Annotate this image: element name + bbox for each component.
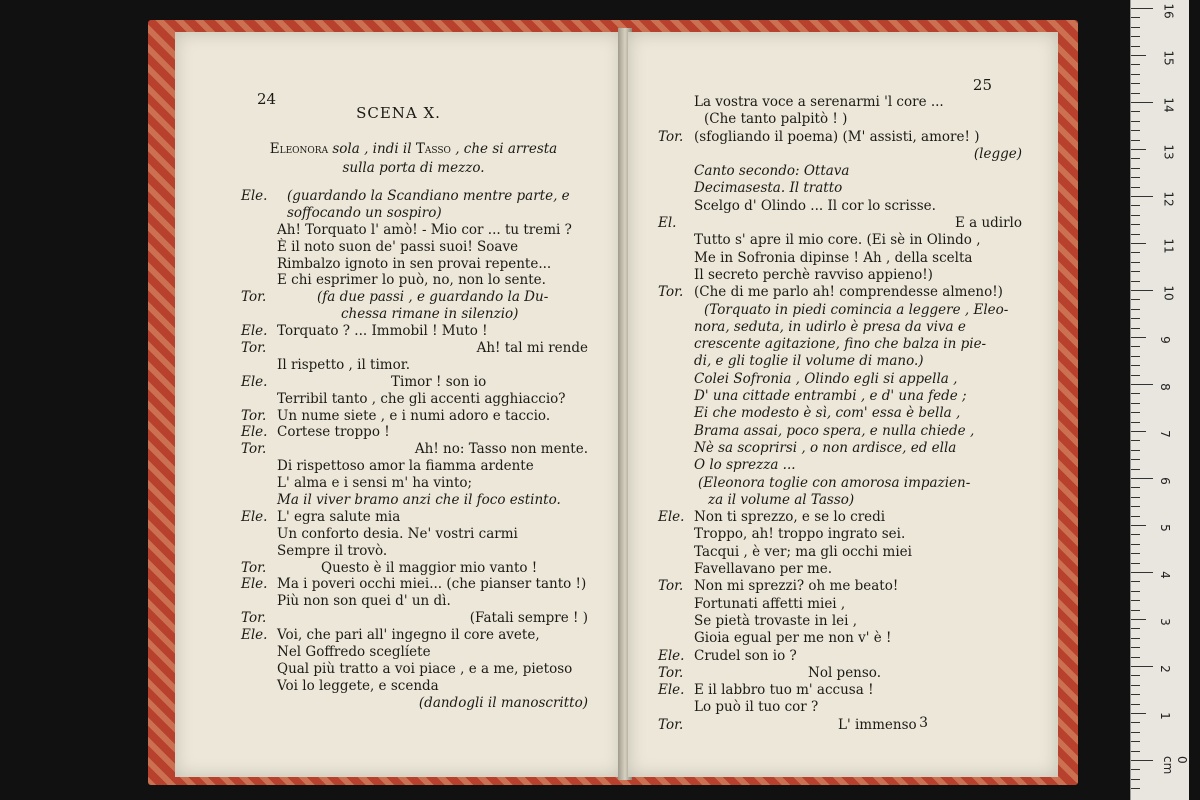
verse-text: (legge) (973, 145, 1022, 162)
speaker-label: Tor. (658, 578, 684, 595)
page-number: 25 (972, 76, 992, 94)
speaker-label: Ele. (241, 373, 268, 390)
ruler-number: 9 (1157, 336, 1172, 344)
ruler-tick (1131, 638, 1140, 639)
ruler-tick (1131, 281, 1140, 282)
verse-text: (fa due passi , e guardando la Du- (317, 289, 549, 306)
ruler-tick (1131, 760, 1153, 761)
ruler-tick (1131, 675, 1140, 676)
text-line (241, 340, 588, 357)
ruler-tick (1131, 243, 1146, 244)
ruler-tick (1131, 694, 1140, 695)
verse-text: Tacqui , è ver; ma gli occhi miei (694, 543, 912, 560)
verse-text: Nè sa scoprirsi , o non ardisce, ed ella (694, 439, 957, 456)
verse-text: L' alma e i sensi m' ha vinto; (277, 475, 473, 492)
verse-text: Non mi sprezzi? oh me beato! (694, 578, 899, 595)
verse-text: Ma i poveri occhi miei... (che pianser tanto !) (277, 576, 587, 593)
speaker-label: El. (658, 215, 677, 232)
verse-text: Brama assai, poco spera, e nulla chiede , (694, 422, 975, 439)
ruler-number: 1 (1157, 712, 1172, 720)
ruler-tick (1131, 46, 1140, 47)
left-page (175, 32, 622, 777)
ruler-tick (1131, 346, 1140, 347)
ruler-tick (1131, 187, 1140, 188)
verse-text: nora, seduta, in udirlo è presa da viva e (694, 318, 966, 335)
text-line (241, 272, 588, 289)
ruler-tick (1131, 450, 1140, 451)
ruler-tick (1131, 628, 1140, 629)
verse-text: Crudel son io ? (694, 647, 797, 664)
ruler-tick (1131, 375, 1140, 376)
text-line (241, 509, 588, 526)
text-line (658, 717, 1022, 734)
verse-text: La vostra voce a serenarmi 'l core ... (694, 94, 944, 110)
verse-text: Canto secondo: Ottava (694, 163, 850, 180)
ruler-tick (1131, 769, 1140, 770)
ruler-number: 4 (1157, 571, 1172, 579)
text-line (241, 543, 588, 560)
ruler-tick (1131, 177, 1140, 178)
text-line (241, 424, 588, 441)
ruler-tick (1131, 666, 1153, 667)
verse-text: Nol penso. (808, 664, 881, 681)
ruler-tick (1131, 309, 1140, 310)
text-line (658, 284, 1022, 301)
verse-text: D' una cittade entrambi , e d' una fede ; (694, 388, 967, 405)
text-line (658, 198, 1022, 215)
speaker-label: Tor. (658, 128, 684, 145)
verse-text: Me in Sofronia dipinse ! Ah , della scelta (694, 249, 973, 266)
ruler-tick (1131, 534, 1140, 535)
ruler-tick (1131, 36, 1140, 37)
ruler-tick (1131, 196, 1153, 197)
ruler-tick (1131, 487, 1140, 488)
verse-text: Rimbalzo ignoto in sen provai repente... (277, 255, 552, 272)
verse-text: Ma il viver bramo anzi che il foco estinto. (277, 492, 561, 509)
text-line (658, 371, 1022, 388)
speaker-label: Tor. (241, 441, 267, 458)
verse-text: O lo sprezza ... (694, 457, 796, 474)
speaker-label: Tor. (241, 289, 267, 306)
text-line (241, 289, 588, 306)
ruler-tick (1131, 271, 1140, 272)
verse-text: Il rispetto , il timor. (277, 356, 410, 373)
character-name: Tasso (415, 141, 451, 157)
ruler-number: 14 (1161, 97, 1176, 113)
ruler-tick (1131, 168, 1140, 169)
text-line (658, 180, 1022, 197)
verse-text: Favellavano per me. (694, 561, 833, 578)
ruler-tick (1131, 459, 1140, 460)
speaker-label: Ele. (241, 188, 268, 204)
text-line (241, 239, 588, 256)
verse-text: (Torquato in piedi comincia a leggere , Eleo- (704, 301, 1009, 318)
ruler-tick (1131, 506, 1140, 507)
text-line (658, 111, 1022, 128)
text-line (658, 596, 1022, 613)
verse-text: Lo può il tuo cor ? (694, 699, 819, 716)
ruler-tick (1131, 93, 1140, 94)
ruler-number: 7 (1157, 430, 1172, 438)
ruler-tick (1131, 685, 1140, 686)
ruler-tick (1131, 205, 1140, 206)
ruler-number: 15 (1161, 50, 1176, 66)
verse-text: (Che di me parlo ah! comprendesse almeno!) (694, 284, 1003, 301)
right-page (628, 32, 1058, 777)
text-line (241, 408, 588, 425)
page-number: 24 (257, 90, 277, 108)
ruler-tick (1131, 647, 1140, 648)
ruler-tick (1131, 563, 1140, 564)
text-line (241, 593, 588, 610)
ruler-tick (1131, 431, 1146, 432)
text-line (241, 188, 588, 205)
verse-text: (sfogliando il poema) (M' assisti, amore! ) (694, 128, 980, 145)
ruler-number: 13 (1161, 144, 1176, 160)
speaker-label: Tor. (241, 559, 267, 576)
ruler-tick (1131, 544, 1140, 545)
text-line (658, 457, 1022, 474)
ruler-number: 3 (1157, 618, 1172, 626)
text-block (658, 94, 1022, 734)
verse-text: E a udirlo (954, 215, 1022, 232)
ruler-tick (1131, 553, 1140, 554)
text-line (241, 475, 588, 492)
ruler-number: 5 (1157, 524, 1172, 532)
ruler-tick (1131, 74, 1140, 75)
speaker-label: Ele. (658, 647, 685, 664)
text-line (658, 682, 1022, 699)
ruler-tick (1131, 8, 1153, 9)
ruler-tick (1131, 572, 1153, 573)
ruler-number: 0 cm (1161, 756, 1189, 775)
text-line (658, 544, 1022, 561)
verse-text: Se pietà trovaste in lei , (694, 612, 858, 629)
verse-text: È il noto suon de' passi suoi! Soave (277, 238, 519, 255)
verse-text: (dandogli il manoscritto) (418, 694, 588, 711)
ruler-tick (1131, 299, 1140, 300)
ruler-tick (1131, 751, 1140, 752)
text-line (658, 163, 1022, 180)
ruler-tick (1131, 412, 1140, 413)
text-line (241, 256, 588, 273)
text-line (241, 458, 588, 475)
ruler-tick (1131, 337, 1146, 338)
ruler-tick (1131, 83, 1140, 84)
text-line (241, 205, 588, 222)
speaker-label: Ele. (658, 509, 685, 526)
verse-text: (Che tanto palpitò ! ) (704, 111, 848, 128)
verse-text: E chi esprimer lo può, no, non lo sente. (277, 272, 546, 289)
text-line (241, 374, 588, 391)
text-line (241, 357, 588, 374)
verse-text: (Fatali sempre ! ) (469, 610, 588, 627)
ruler-tick (1131, 149, 1146, 150)
ruler-tick (1131, 215, 1140, 216)
ruler-tick (1131, 722, 1140, 723)
verse-text: (Eleonora toglie con amorosa impazien- (698, 474, 971, 491)
text-line (241, 306, 588, 323)
text-line (241, 644, 588, 661)
ruler-tick (1131, 262, 1140, 263)
ruler-tick (1131, 591, 1140, 592)
ruler-number: 11 (1161, 238, 1176, 254)
text-line (658, 336, 1022, 353)
verse-text: Il secreto perchè ravviso appieno!) (694, 266, 933, 283)
text-line (658, 405, 1022, 422)
verse-text: Voi, che pari all' ingegno il core avete, (277, 627, 540, 644)
verse-text: (guardando la Scandiano mentre parte, e (287, 188, 570, 204)
measurement-ruler (1130, 0, 1189, 800)
text-line (241, 441, 588, 458)
verse-text: Colei Sofronia , Olindo egli si appella , (694, 370, 958, 387)
speaker-label: Tor. (658, 716, 684, 733)
text-block (241, 188, 588, 712)
text-line (658, 509, 1022, 526)
speaker-label: Ele. (241, 323, 268, 340)
ruler-tick (1131, 403, 1140, 404)
text-line (241, 661, 588, 678)
ruler-tick (1131, 497, 1140, 498)
verse-text: Questo è il maggior mio vanto ! (321, 559, 538, 576)
verse-text: za il volume al Tasso) (708, 491, 855, 508)
ruler-tick (1131, 704, 1140, 705)
text-line (658, 578, 1022, 595)
ruler-tick (1131, 290, 1153, 291)
verse-text: di, e gli toglie il volume di mano.) (694, 353, 924, 370)
scene-title: SCENA X. (356, 104, 441, 122)
stage-direction-heading: Eleonora sola , indi il Tasso , che si arresta sulla porta di mezzo. (269, 141, 558, 176)
ruler-tick (1131, 111, 1140, 112)
speaker-label: Ele. (241, 424, 268, 441)
ruler-tick (1131, 741, 1140, 742)
text-line (658, 492, 1022, 509)
ruler-tick (1131, 384, 1153, 385)
ruler-tick (1131, 234, 1140, 235)
ruler-number: 2 (1157, 665, 1172, 673)
ruler-tick (1131, 393, 1140, 394)
ruler-number: 10 (1161, 285, 1176, 301)
text-line (241, 323, 588, 340)
text-line (658, 319, 1022, 336)
text-line (658, 699, 1022, 716)
text-line (241, 576, 588, 593)
verse-text: Tutto s' apre il mio core. (Ei sè in Olindo , (694, 232, 981, 249)
ruler-tick (1131, 224, 1140, 225)
text-line (658, 630, 1022, 647)
ruler-tick (1131, 64, 1140, 65)
text-line (658, 613, 1022, 630)
ruler-tick (1131, 732, 1140, 733)
speaker-label: Ele. (241, 576, 268, 593)
ruler-tick (1131, 581, 1140, 582)
signature-mark: 3 (919, 715, 928, 731)
verse-text: L' egra salute mia (277, 508, 401, 525)
text-line (658, 129, 1022, 146)
verse-text: Di rispettoso amor la fiamma ardente (277, 458, 534, 475)
verse-text: Gioia egual per me non v' è ! (694, 630, 892, 647)
text-line (658, 526, 1022, 543)
text-line (658, 232, 1022, 249)
ruler-tick (1131, 102, 1153, 103)
text-line (658, 267, 1022, 284)
verse-text: Voi lo leggete, e scenda (277, 677, 439, 694)
ruler-tick (1131, 422, 1140, 423)
text-line (241, 610, 588, 627)
ruler-tick (1131, 440, 1140, 441)
ruler-tick (1131, 788, 1140, 789)
verse-text: Sempre il trovò. (277, 542, 388, 559)
verse-text: Più non son quei d' un dì. (277, 593, 451, 610)
text-line (241, 492, 588, 509)
text-line (658, 215, 1022, 232)
text-line (241, 678, 588, 695)
ruler-tick (1131, 657, 1140, 658)
verse-text: Un conforto desia. Ne' vostri carmi (277, 525, 518, 542)
text-line (241, 560, 588, 577)
ruler-tick (1131, 356, 1140, 357)
text-line (658, 250, 1022, 267)
speaker-label: Ele. (658, 682, 685, 699)
ruler-tick (1131, 140, 1140, 141)
speaker-label: Tor. (241, 340, 267, 357)
ruler-tick (1131, 318, 1140, 319)
ruler-tick (1131, 610, 1140, 611)
ruler-tick (1131, 779, 1140, 780)
ruler-tick (1131, 713, 1146, 714)
character-name: Eleonora (269, 141, 329, 157)
ruler-number: 16 (1161, 3, 1176, 19)
ruler-tick (1131, 469, 1140, 470)
speaker-label: Tor. (658, 284, 684, 301)
verse-text: Terribil tanto , che gli accenti agghiaccio? (277, 390, 566, 407)
ruler-tick (1131, 17, 1140, 18)
ruler-number: 6 (1157, 477, 1172, 485)
ruler-tick (1131, 130, 1140, 131)
verse-text: Fortunati affetti miei , (694, 595, 846, 612)
verse-text: L' immenso (838, 716, 917, 733)
text-line (658, 388, 1022, 405)
speaker-label: Ele. (241, 627, 268, 644)
speaker-label: Ele. (241, 508, 268, 525)
text-line (241, 695, 588, 712)
speaker-label: Tor. (241, 610, 267, 627)
ruler-tick (1131, 328, 1140, 329)
speaker-label: Tor. (658, 664, 684, 681)
text-line (658, 561, 1022, 578)
verse-text: crescente agitazione, fino che balza in pie- (694, 336, 987, 353)
verse-text: soffocando un sospiro) (287, 204, 442, 221)
text-line (658, 353, 1022, 370)
verse-text: Scelgo d' Olindo ... Il cor lo scrisse. (694, 197, 936, 214)
text-line (241, 526, 588, 543)
verse-text: Ah! no: Tasso non mente. (414, 441, 588, 458)
verse-text: Non ti sprezzo, e se lo credi (694, 509, 886, 526)
text-line (658, 423, 1022, 440)
text-line (658, 146, 1022, 163)
verse-text: Un nume siete , e i numi adoro e taccio. (277, 407, 551, 424)
text-line (658, 94, 1022, 111)
ruler-tick (1131, 600, 1140, 601)
text-line (658, 665, 1022, 682)
text-line (241, 222, 588, 239)
text-line (658, 475, 1022, 492)
verse-text: Decimasesta. Il tratto (694, 180, 843, 197)
ruler-tick (1131, 619, 1146, 620)
text-line (658, 648, 1022, 665)
verse-text: Timor ! son io (391, 373, 487, 390)
verse-text: chessa rimane in silenzio) (341, 306, 519, 323)
text-line (658, 302, 1022, 319)
ruler-tick (1131, 516, 1140, 517)
verse-text: Nel Goffredo sceglíete (277, 644, 431, 661)
ruler-tick (1131, 158, 1140, 159)
text-line (658, 440, 1022, 457)
verse-text: Ei che modesto è sì, com' essa è bella , (694, 405, 961, 422)
verse-text: Ah! Torquato l' amò! - Mio cor ... tu tremi ? (277, 221, 572, 238)
ruler-tick (1131, 55, 1146, 56)
ruler-tick (1131, 478, 1153, 479)
ruler-tick (1131, 525, 1146, 526)
verse-text: Troppo, ah! troppo ingrato sei. (694, 526, 906, 543)
verse-text: Qual più tratto a voi piace , e a me, pietoso (277, 660, 573, 677)
verse-text: Ah! tal mi rende (476, 340, 588, 357)
ruler-number: 12 (1161, 191, 1176, 207)
text-line (241, 627, 588, 644)
ruler-number: 8 (1157, 383, 1172, 391)
ruler-tick (1131, 252, 1140, 253)
verse-text: Torquato ? ... Immobil ! Muto ! (277, 323, 488, 340)
ruler-tick (1131, 27, 1140, 28)
ruler-tick (1131, 121, 1140, 122)
speaker-label: Tor. (241, 407, 267, 424)
text-line (241, 391, 588, 408)
verse-text: Cortese troppo ! (277, 424, 390, 441)
ruler-tick (1131, 365, 1140, 366)
verse-text: E il labbro tuo m' accusa ! (694, 682, 874, 699)
